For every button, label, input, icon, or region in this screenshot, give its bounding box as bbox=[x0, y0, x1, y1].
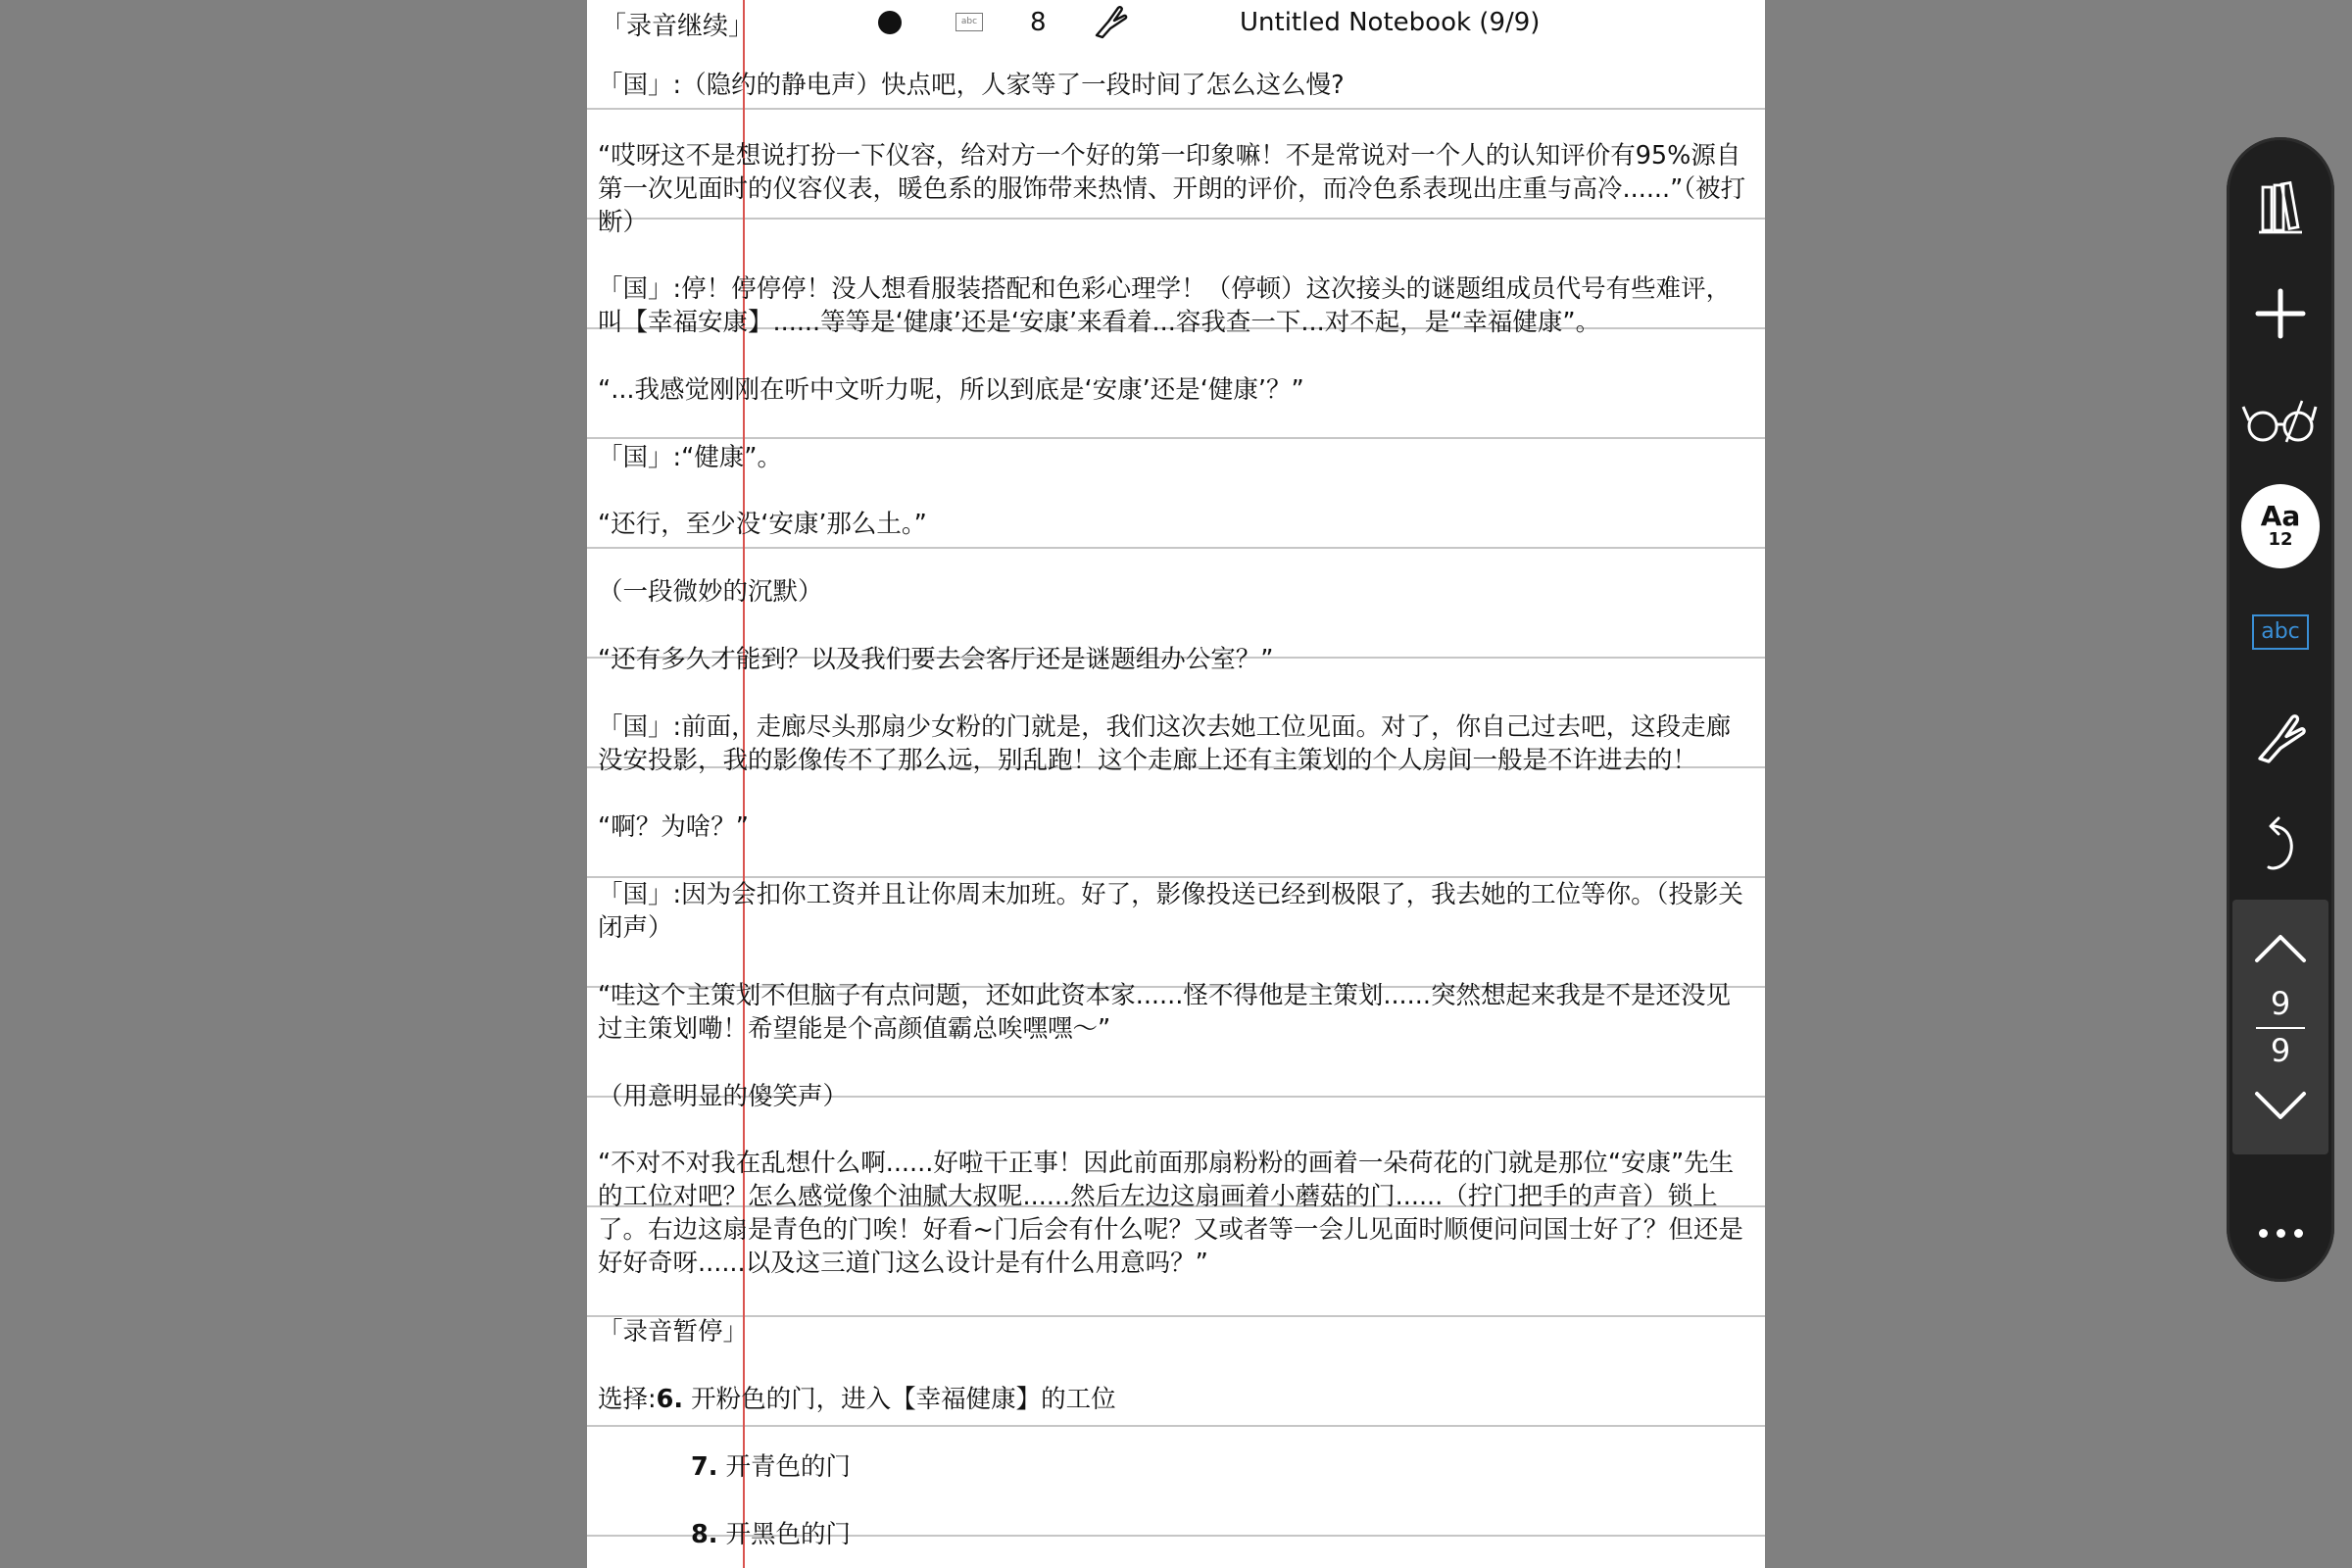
total-pages: 9 bbox=[2270, 1032, 2291, 1069]
status-bar bbox=[587, 0, 1765, 47]
choice-prefix: 选择: bbox=[598, 1385, 657, 1414]
page-down-button[interactable] bbox=[2241, 1076, 2320, 1135]
notebook-page[interactable] bbox=[587, 0, 1765, 1568]
chevron-down-icon bbox=[2253, 1090, 2308, 1121]
page-divider bbox=[2256, 1027, 2305, 1029]
notebook-title: Untitled Notebook (9/9) bbox=[1240, 8, 1541, 37]
undo-button[interactable] bbox=[2241, 807, 2320, 885]
paragraph: “还行，至少没‘安康’那么土。” bbox=[598, 510, 927, 539]
paragraph: 「录音暂停」 bbox=[598, 1317, 749, 1347]
paragraph: （用意明显的傻笑声） bbox=[598, 1082, 849, 1111]
hand-pointer-icon[interactable] bbox=[1091, 2, 1130, 41]
hand-tool-button[interactable] bbox=[2241, 699, 2320, 777]
chevron-up-icon bbox=[2253, 933, 2308, 964]
read-mode-button[interactable] bbox=[2241, 380, 2320, 459]
choice-line bbox=[598, 1383, 1749, 1416]
pen-dot-icon[interactable] bbox=[878, 11, 902, 34]
choice-text: 开青色的门 bbox=[725, 1452, 852, 1482]
more-button[interactable] bbox=[2241, 1208, 2320, 1257]
reading-glasses-icon bbox=[2241, 395, 2320, 444]
paragraph: “...我感觉刚刚在听中文听力呢，所以到底是‘安康’还是‘健康’？” bbox=[598, 375, 1304, 405]
text-mode-button[interactable] bbox=[2241, 593, 2320, 671]
plus-icon bbox=[2255, 288, 2306, 339]
paragraph: “哇这个主策划不但脑子有点问题，还如此资本家......怪不得他是主策划......突然想起来我是不是还没见过主策划嘞！希望能是个高颜值霸总唉嘿嘿～” bbox=[598, 981, 1731, 1044]
choice-line bbox=[691, 1518, 1749, 1551]
undo-icon bbox=[2259, 816, 2302, 875]
paragraph: 「国」:因为会扣你工资并且让你周末加班。好了，影像投送已经到极限了，我去她的工位等你。（投影关闭声） bbox=[598, 880, 1743, 943]
hand-pointer-icon bbox=[2251, 709, 2310, 767]
paragraph: “啊？为啥？” bbox=[598, 812, 749, 842]
paragraph: “还有多久才能到？以及我们要去会客厅还是谜题组办公室？” bbox=[598, 645, 1274, 674]
paragraph: 「国」:“健康”。 bbox=[598, 443, 783, 472]
paragraph: “不对不对我在乱想什么啊......好啦干正事！因此前面那扇粉粉的画着一朵荷花的门就是那位“安康”先生的工位对吧？怎么感觉像个油腻大叔呢......然后左边这扇画着小蘑菇的门......（拧门把手的声音）锁上了。右边这扇是青色的门唉！好看~门后会有什么呢？又或者等一会儿见面时顺便问问国士好了？但还是好好奇呀......以及这三道门这么设计是有什么用意吗？” bbox=[598, 1149, 1743, 1278]
choice-number: 6. bbox=[656, 1385, 684, 1414]
text-mode-icon[interactable]: abc bbox=[956, 13, 983, 31]
paragraph: 「国」:（隐约的静电声）快点吧，人家等了一段时间了怎么这么慢? bbox=[598, 71, 1345, 100]
choice-text: 开黑色的门 bbox=[725, 1520, 852, 1549]
add-page-button[interactable] bbox=[2241, 274, 2320, 353]
paragraph: 「国」:前面，走廊尽头那扇少女粉的门就是，我们这次去她工位见面。对了，你自己过去吧，这段走廊没安投影，我的影像传不了那么远，别乱跑！这个走廊上还有主策划的个人房间一般是不许进去的！ bbox=[598, 712, 1732, 775]
page-up-button[interactable] bbox=[2241, 919, 2320, 978]
choice-line bbox=[691, 1450, 1749, 1484]
paragraph: （一段微妙的沉默） bbox=[598, 577, 823, 607]
side-toolbar bbox=[2227, 137, 2334, 1282]
more-dots-icon bbox=[2259, 1229, 2268, 1238]
choice-number: 7. bbox=[691, 1452, 718, 1482]
choice-text: 开粉色的门，进入【幸福健康】的工位 bbox=[691, 1385, 1116, 1414]
library-button[interactable] bbox=[2241, 167, 2320, 245]
recording-status: 「录音继续」 bbox=[601, 12, 755, 41]
page-number: 8 bbox=[1030, 8, 1047, 37]
page-navigator bbox=[2232, 900, 2328, 1154]
font-size-indicator bbox=[2241, 484, 2320, 568]
paragraph: 「国」:停！停停停！没人想看服装搭配和色彩心理学！（停顿）这次接头的谜题组成员代号有些难评，叫【幸福安康】......等等是‘健康’还是‘安康’来看着...容我查一下...对不起，是“幸福健康”。 bbox=[598, 274, 1732, 337]
more-dots-icon bbox=[2277, 1229, 2285, 1238]
abc-text-icon: abc bbox=[2252, 614, 2309, 650]
paragraph: “哎呀这不是想说打扮一下仪容，给对方一个好的第一印象嘛！不是常说对一个人的认知评价有95%源自第一次见面时的仪容仪表，暖色系的服饰带来热情、开朗的评价，而冷色系表现出庄重与高冷......”（被打断） bbox=[598, 141, 1746, 237]
choice-number: 8. bbox=[691, 1520, 718, 1549]
font-label: Aa bbox=[2260, 500, 2301, 532]
more-dots-icon bbox=[2294, 1229, 2303, 1238]
font-size-button[interactable] bbox=[2241, 487, 2320, 565]
current-page: 9 bbox=[2270, 985, 2291, 1022]
font-size-value: 12 bbox=[2268, 529, 2293, 550]
books-library-icon bbox=[2253, 175, 2308, 236]
